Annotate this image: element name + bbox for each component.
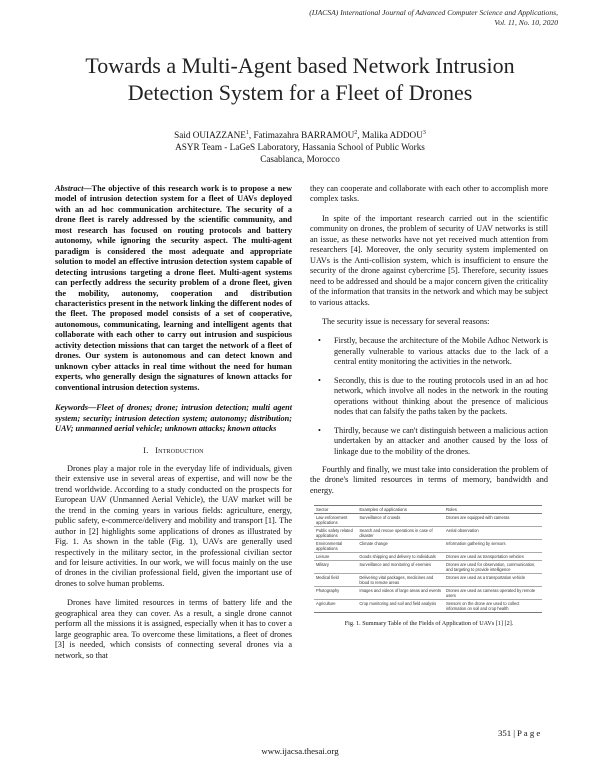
table-row xyxy=(314,600,542,613)
abstract xyxy=(55,184,292,393)
cell-role: Drones are used for observation, communication, and targeting to provide intelligence xyxy=(444,561,542,574)
cell-sector: Agriculture xyxy=(316,601,336,607)
keywords-text: —Fleet of drones; drone; intrusion detection; multi agent system; security; intrusion detection system; autonomy; distribution; UAV; unmanned aerial vehicle; unknown attacks; known attacks xyxy=(55,403,292,433)
applications-table xyxy=(314,506,542,612)
section-heading xyxy=(55,446,292,456)
cell-role: Drones are used as cameras operated by remote users xyxy=(444,587,542,600)
title-line-2: Detection System for a Fleet of Drones xyxy=(127,80,473,105)
cell-role: Drones are equipped with cameras xyxy=(444,514,542,527)
list-item xyxy=(318,336,548,367)
left-column xyxy=(55,184,292,661)
abstract-label: Abstract xyxy=(55,184,84,193)
cell-example: Delivering vital packages, medicines and blood to remote areas xyxy=(357,574,444,587)
cell-role: Drones are used as transportation vehicles xyxy=(444,553,542,561)
author-2: Fatimazahra BARRAMOU xyxy=(253,130,355,141)
title-line-1: Towards a Multi-Agent based Network Intrusion xyxy=(85,53,515,78)
list-item-text: Thirdly, because we can't distinguish between a malicious action undertaken by an attacker and another caused by the loss of linkage due to the mobility of the drones. xyxy=(334,425,548,456)
cell-sector: Public safety related applications xyxy=(314,527,357,540)
table-row xyxy=(314,561,542,574)
intro-paragraph-2: Drones have limited resources in terms of battery life and the geographical area they can cover. As a result, a single drone cannot perform all the missions it is assigned, especially when it has to cover a large geographic area. To overcome these limitations, a fleet of drones [3] is needed, which consists of connecting several drones via a network, so that xyxy=(55,598,292,660)
cell-example: Surveillance of crowds xyxy=(357,514,444,527)
cell-sector: Leisure xyxy=(314,553,357,561)
journal-volume: Vol. 11, No. 10, 2020 xyxy=(494,18,558,27)
table-row xyxy=(314,527,542,540)
keywords xyxy=(55,403,292,434)
cell-sector: Medical field xyxy=(314,574,357,587)
journal-url: www.ijacsa.thesai.org xyxy=(261,746,339,756)
author-names: Said OUIAZZANE$^1$, Fatimazahra BARRAMOU$^2$, Malika ADDOU$^3$ xyxy=(174,130,426,141)
abstract-text: —The objective of this research work is to propose a new model of intrusion detection system for a fleet of UAVs deployed with an ad hoc communication architecture. The security of a drone fleet is rarely addressed by the scientific community, and most research has focused on routing protocols and battery autonomy, while ignoring the security aspect. The multi-agent paradigm is considered the most adequate and appropriate solution to model an effective intrusion detection system capable of detecting intrusions targeting a drone fleet. Multi-agent systems can perfectly address the security problem of a drone fleet, given the mobility, autonomy, cooperation and distribution characteristics present in the network linking the different nodes of the fleet. The proposed model consists of a set of cooperative, autonomous, communicating, learning and intelligent agents that collaborate with each other to carry out intrusion and suspicious activity detection missions that can target the network of a fleet of drones. Our system is autonomous and can detect known and unknown cyber attacks in real time without the need for human experts, who generally design the signatures of known attacks for conventional intrusion detection systems. xyxy=(55,184,292,392)
author-3: Malika ADDOU xyxy=(361,130,423,141)
cell-example: Surveillance and monitoring of enemies xyxy=(357,561,444,574)
author-3-sup: 3 xyxy=(422,130,426,136)
table-header-row xyxy=(314,506,542,514)
header-sector: Sector xyxy=(314,506,357,514)
table-row xyxy=(314,540,542,553)
cell-role: Information gathering by sensors xyxy=(444,540,542,553)
cell-role: Drones are used as a transportation vehicle xyxy=(444,574,542,587)
cell-role: Aerial observation xyxy=(444,527,542,540)
table-row xyxy=(314,514,542,527)
list-item xyxy=(318,425,548,457)
page-number-value: 351 xyxy=(498,728,512,738)
table-row xyxy=(314,553,542,561)
reasons-list xyxy=(310,336,548,457)
header-examples: Examples of applications xyxy=(357,506,444,514)
table-row xyxy=(314,574,542,587)
cell-sector: Environmental applications xyxy=(314,540,357,553)
cell-sector: Military xyxy=(314,561,357,574)
journal-header xyxy=(309,8,558,28)
keywords-label: Keywords xyxy=(55,403,88,413)
author-1-sup: 1 xyxy=(245,130,249,136)
reasons-intro: The security issue is necessary for several reasons: xyxy=(322,316,490,326)
cell-example: Search and rescue operations in case of disaster xyxy=(357,527,444,540)
header-roles: Roles xyxy=(444,506,542,514)
cell-example: Climate change xyxy=(357,540,444,553)
section-number: I. xyxy=(143,446,149,456)
author-2-sup: 2 xyxy=(354,130,358,136)
cell-role: Sensors on the drone are used to collect information on soil and crop health xyxy=(445,601,520,612)
list-item-text: Secondly, this is due to the routing protocols used in an ad hoc network, which involve all nodes in the network in the routing operations without thinking about the presence of malicious nodes that can falsify the paths taken by the packets. xyxy=(334,375,548,417)
resources-paragraph: Fourthly and finally, we must take into consideration the problem of the drone's limited resources in terms of memory, bandwidth and energy. xyxy=(310,464,548,495)
figure-caption: Fig. 1. Summary Table of the Fields of Application of UAVs [1] [2]. xyxy=(344,620,514,628)
author-block xyxy=(40,127,560,165)
list-item xyxy=(318,375,548,418)
intro-paragraph-1: Drones play a major role in the everyday life of individuals, given their extensive use in several areas of expertise, and will now be the trend worldwide. According to a study conducted on the prospects for European UAV (Unmanned Aerial Vehicle), the UAV market will be the trend in the coming years in various fields: agriculture, energy, public safety, e-commerce/delivery and mobility and transport [1]. The author in [2] highlights some applications of drones as illustrated by Fig. 1. As shown in the table (Fig. 1), UAVs are generally used respectively in the military sector, in the professional civilian sector and for leisure activities. In our work, we will focus mainly on the use of drones in the civilian professional field, given the important use of drones to solve human problems. xyxy=(55,463,292,588)
cell-sector: Photography xyxy=(314,587,357,600)
author-1: Said OUIAZZANE xyxy=(174,130,246,141)
table-row xyxy=(314,587,542,600)
page-separator: | xyxy=(513,728,515,738)
bullet-icon: • xyxy=(318,375,321,385)
page-number xyxy=(498,728,540,738)
bullet-icon: • xyxy=(318,336,321,346)
bullet-icon: • xyxy=(318,425,321,435)
list-item-text: Firstly, because the architecture of the Mobile Adhoc Network is generally vulnerable to various attacks due to the lack of a central entity monitoring the activities in the network. xyxy=(334,336,548,367)
journal-name: (IJACSA) International Journal of Advanced Computer Science and Applications, xyxy=(309,8,558,17)
cell-example: Crop monitoring and soil and field analysis xyxy=(359,601,437,607)
paper-title xyxy=(40,52,560,106)
figure-1-table xyxy=(314,505,542,613)
cell-example: Images and videos of large areas and events xyxy=(357,587,444,600)
cell-example: Goods shipping and delivery to individuals xyxy=(357,553,444,561)
affiliation-line-1: ASYR Team - LaGeS Laboratory, Hassania School of Public Works xyxy=(175,142,425,153)
right-column xyxy=(310,184,548,630)
affiliation-line-2: Casablanca, Morocco xyxy=(260,154,340,165)
cell-sector: Law enforcement applications xyxy=(314,514,357,527)
continued-paragraph: they can cooperate and collaborate with each other to accomplish more complex tasks. xyxy=(310,184,548,204)
page-word: P a g e xyxy=(516,728,541,738)
section-title: Introduction xyxy=(155,446,204,456)
security-paragraph: In spite of the important research carried out in the scientific community on drones, the problem of security of UAV networks is still an issue, as these networks have not yet received much attention from researchers [4]. Moreover, the only security system implemented on UAVs is the Anti-collision system, which is insufficient to ensure the security of the drone against cybercrime [5]. Therefore, security issues need to be addressed and should be a major concern given the criticality of the information that transits in the network and which may be subject to various attacks. xyxy=(310,213,548,307)
